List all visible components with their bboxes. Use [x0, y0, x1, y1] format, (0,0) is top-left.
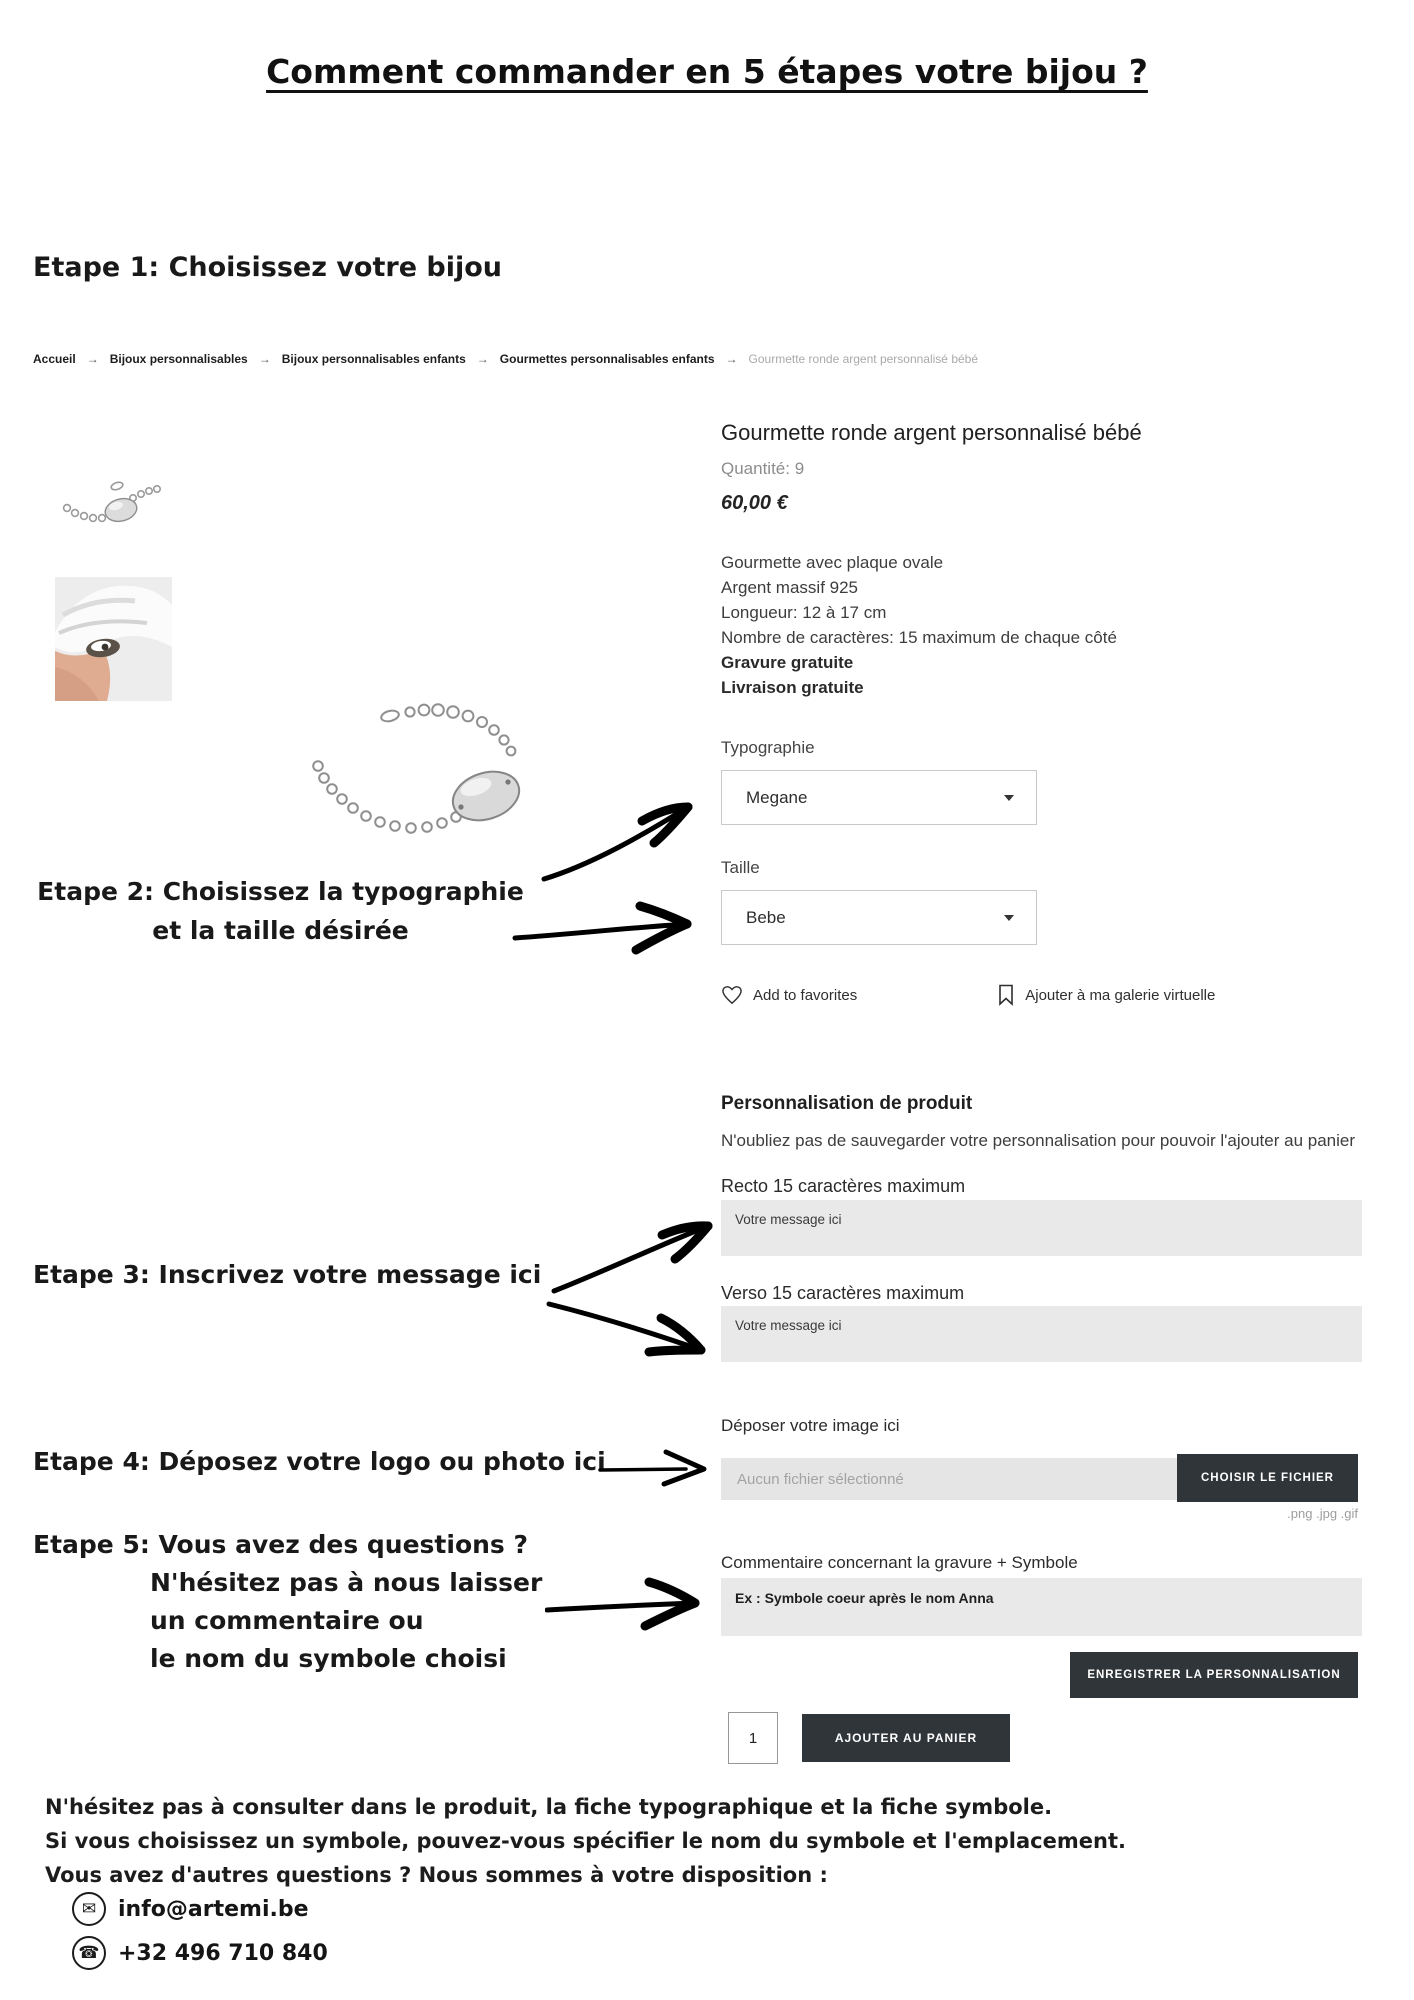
product-description	[721, 550, 1117, 700]
recto-input[interactable]	[721, 1200, 1362, 1256]
breadcrumb-separator: →	[476, 352, 489, 366]
breadcrumb	[33, 352, 978, 366]
size-select[interactable]	[721, 890, 1037, 945]
description-line-shipping: Livraison gratuite	[721, 678, 864, 697]
step2-line1: Etape 2: Choisissez la typographie	[37, 877, 524, 906]
product-thumbnail-bracelet[interactable]	[55, 468, 173, 532]
step5-line3: un commentaire ou	[150, 1606, 424, 1635]
favorites-row	[721, 984, 1215, 1006]
add-to-favorites-link[interactable]: Add to favorites	[753, 986, 858, 1004]
product-title: Gourmette ronde argent personnalisé bébé	[721, 420, 1142, 445]
contact-email-row	[72, 1892, 309, 1926]
hand-drawn-arrow-size	[512, 898, 697, 960]
heart-icon[interactable]	[721, 985, 743, 1005]
bookmark-icon[interactable]	[997, 984, 1015, 1006]
product-price: 60,00 €	[721, 492, 788, 514]
breadcrumb-link-bijoux-enfants[interactable]: Bijoux personnalisables enfants	[281, 352, 466, 366]
image-upload-label: Déposer votre image ici	[721, 1416, 900, 1435]
add-to-cart-button[interactable]: AJOUTER AU PANIER	[802, 1714, 1010, 1762]
contact-phone-row	[72, 1936, 328, 1970]
typography-label: Typographie	[721, 738, 815, 757]
step5-heading	[33, 1526, 542, 1678]
choose-file-button[interactable]: CHOISIR LE FICHIER	[1177, 1454, 1358, 1502]
step3-heading: Etape 3: Inscrivez votre message ici	[33, 1260, 542, 1289]
personalization-note: N'oubliez pas de sauvegarder votre personnalisation pour pouvoir l'ajouter au panier	[721, 1131, 1355, 1150]
file-selected-text[interactable]: Aucun fichier sélectionné	[721, 1458, 1177, 1500]
hand-drawn-arrow-file	[598, 1448, 712, 1490]
add-to-gallery-link[interactable]: Ajouter à ma galerie virtuelle	[1025, 986, 1216, 1004]
chevron-down-icon	[1004, 915, 1014, 921]
hand-drawn-arrow-typography	[540, 795, 700, 885]
verso-input[interactable]	[721, 1306, 1362, 1362]
breadcrumb-link-home[interactable]: Accueil	[33, 352, 76, 366]
breadcrumb-separator: →	[86, 352, 99, 366]
description-line: Nombre de caractères: 15 maximum de chaque côté	[721, 628, 1117, 647]
footer-line3: Vous avez d'autres questions ? Nous sommes à votre disposition :	[45, 1863, 828, 1887]
chevron-down-icon	[1004, 795, 1014, 801]
personalization-heading: Personnalisation de produit	[721, 1093, 973, 1114]
product-quantity: Quantité: 9	[721, 459, 805, 478]
phone-icon: ☎	[72, 1936, 106, 1970]
step2-heading	[28, 872, 533, 950]
recto-label: Recto 15 caractères maximum	[721, 1176, 966, 1196]
size-label: Taille	[721, 858, 760, 877]
save-personalization-button[interactable]: ENREGISTRER LA PERSONNALISATION	[1070, 1652, 1358, 1698]
step5-line2: N'hésitez pas à nous laisser	[150, 1568, 543, 1597]
step5-line4: le nom du symbole choisi	[150, 1644, 507, 1673]
product-image-main[interactable]	[298, 688, 536, 850]
breadcrumb-link-bijoux[interactable]: Bijoux personnalisables	[109, 352, 248, 366]
breadcrumb-separator: →	[258, 352, 271, 366]
breadcrumb-separator: →	[725, 352, 738, 366]
contact-phone: +32 496 710 840	[118, 1940, 328, 1966]
typography-selected-value: Megane	[746, 787, 808, 807]
breadcrumb-link-gourmettes[interactable]: Gourmettes personnalisables enfants	[499, 352, 715, 366]
description-line: Longueur: 12 à 17 cm	[721, 603, 887, 622]
quantity-input[interactable]	[728, 1712, 778, 1764]
breadcrumb-current: Gourmette ronde argent personnalisé bébé	[748, 352, 979, 366]
page-title: Comment commander en 5 étapes votre bijou ?	[266, 52, 1148, 91]
hand-drawn-arrow-comment	[545, 1576, 710, 1636]
step5-line1: Etape 5: Vous avez des questions ?	[33, 1530, 529, 1559]
product-thumbnail-baby[interactable]	[55, 577, 172, 701]
hand-drawn-arrow-recto	[550, 1213, 718, 1295]
description-line: Gourmette avec plaque ovale	[721, 553, 944, 572]
comment-label: Commentaire concernant la gravure + Symbole	[721, 1553, 1078, 1572]
hand-drawn-arrow-verso	[545, 1298, 710, 1362]
verso-label: Verso 15 caractères maximum	[721, 1283, 965, 1303]
step1-heading: Etape 1: Choisissez votre bijou	[33, 252, 503, 283]
description-line: Argent massif 925	[721, 578, 859, 597]
step4-heading: Etape 4: Déposez votre logo ou photo ici	[33, 1447, 606, 1476]
file-types-hint: .png .jpg .gif	[1287, 1506, 1358, 1521]
envelope-icon: ✉	[72, 1892, 106, 1926]
size-selected-value: Bebe	[746, 907, 786, 927]
step2-line2: et la taille désirée	[152, 916, 409, 945]
footer-line2: Si vous choisissez un symbole, pouvez-vous spécifier le nom du symbole et l'emplacement.	[45, 1829, 1126, 1853]
footer-line1: N'hésitez pas à consulter dans le produit, la fiche typographique et la fiche symbole.	[45, 1795, 1053, 1819]
comment-input[interactable]	[721, 1578, 1362, 1636]
contact-email: info@artemi.be	[118, 1896, 309, 1922]
footer-note	[45, 1790, 1126, 1892]
typography-select[interactable]	[721, 770, 1037, 825]
description-line-engraving: Gravure gratuite	[721, 653, 854, 672]
